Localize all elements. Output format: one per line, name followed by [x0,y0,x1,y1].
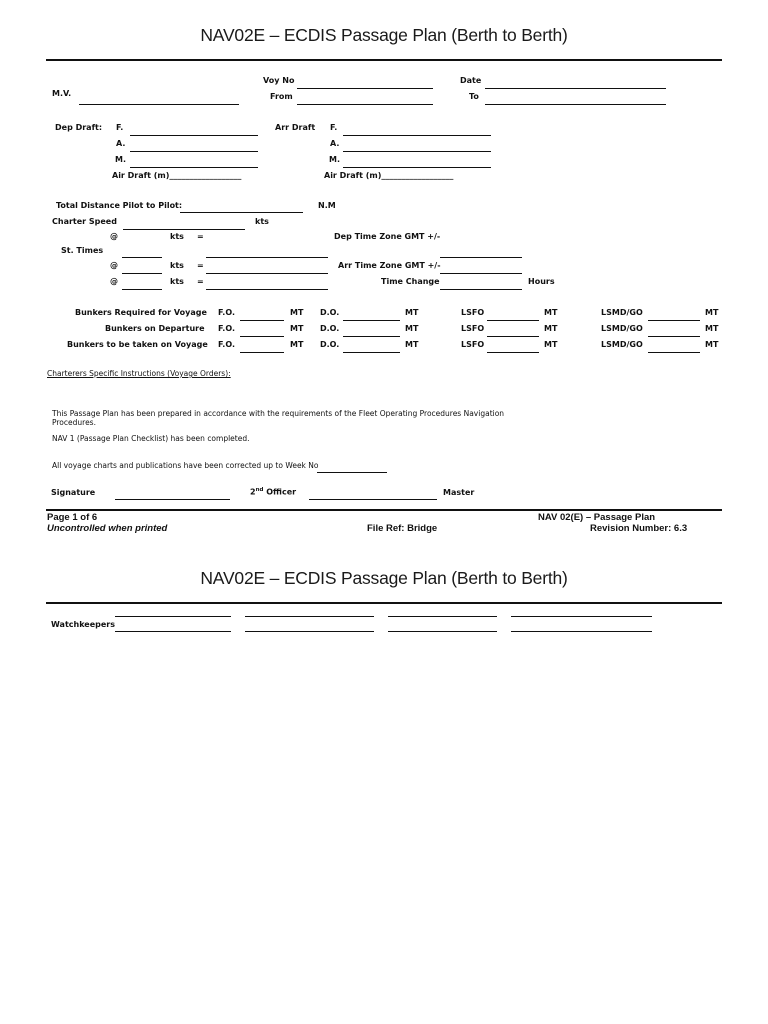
st-times-result-field-1[interactable] [206,257,328,258]
st-times-speed-field-2[interactable] [122,273,162,274]
document-ref: NAV 02(E) – Passage Plan [538,512,656,523]
time-change-field[interactable] [440,289,522,290]
mv-label: M.V. [52,89,72,98]
bunkers-taken-label: Bunkers to be taken on Voyage [67,340,208,349]
total-distance-label: Total Distance Pilot to Pilot: [56,201,183,210]
arr-draft-a-field[interactable] [343,151,491,152]
arr-draft-a-label: A. [330,139,340,148]
from-label: From [270,92,293,101]
nm-unit: N.M [318,201,336,210]
voy-no-field[interactable] [297,88,433,89]
prepared-statement-cont: Procedures. [52,418,96,427]
dep-draft-m-label: M. [115,155,126,164]
fo-label: F.O. [218,324,235,333]
bunkers-taken-fo-field[interactable] [240,352,284,353]
total-distance-field[interactable] [180,212,303,213]
mt-unit: MT [290,340,304,349]
st-times-speed-field-1[interactable] [122,257,162,258]
mt-unit: MT [705,324,719,333]
bunkers-departure-do-field[interactable] [343,336,400,337]
mt-unit: MT [290,324,304,333]
charts-corrected-statement: All voyage charts and publications have been corrected up to Week No [52,461,319,470]
to-field[interactable] [485,104,666,105]
mt-unit: MT [544,308,558,317]
st-times-result-field-2[interactable] [206,273,328,274]
charter-speed-field[interactable] [123,229,245,230]
bunkers-required-do-field[interactable] [343,320,400,321]
lsmd-label: LSMD/GO [601,324,643,333]
charterers-instructions-heading: Charterers Specific Instructions (Voyage Orders): [47,369,231,378]
bunkers-taken-lsmd-field[interactable] [648,352,700,353]
bunkers-departure-lsmd-field[interactable] [648,336,700,337]
arr-draft-m-field[interactable] [343,167,491,168]
revision-number: Revision Number: 6.3 [590,523,688,534]
mt-unit: MT [405,308,419,317]
dep-draft-a-label: A. [116,139,126,148]
dep-draft-f-label: F. [116,123,124,132]
bunkers-required-lsmd-field[interactable] [648,320,700,321]
lsmd-label: LSMD/GO [601,308,643,317]
bunkers-departure-label: Bunkers on Departure [105,324,205,333]
page-title: NAV02E – ECDIS Passage Plan (Berth to Berth) [200,25,568,45]
bunkers-departure-fo-field[interactable] [240,336,284,337]
watchkeepers-label: Watchkeepers [51,620,116,629]
arr-air-draft-field[interactable]: Air Draft (m)__________________ [324,171,454,180]
bunkers-departure-lsfo-field[interactable] [487,336,539,337]
at-symbol: @ [110,261,118,270]
kts-unit: kts [170,261,184,270]
dep-air-draft-field[interactable]: Air Draft (m)__________________ [112,171,242,180]
arr-draft-f-field[interactable] [343,135,491,136]
hours-unit: Hours [528,277,555,286]
equals-sign: = [197,261,204,270]
mt-unit: MT [405,340,419,349]
second-officer-label: 2nd Officer [250,487,297,497]
bunkers-required-label: Bunkers Required for Voyage [75,308,207,317]
mt-unit: MT [405,324,419,333]
watchkeeper-field-2a[interactable] [245,616,374,617]
charter-speed-unit: kts [255,217,269,226]
fo-label: F.O. [218,308,235,317]
arr-time-zone-field[interactable] [440,273,522,274]
nav1-statement: NAV 1 (Passage Plan Checklist) has been completed. [52,434,250,443]
watchkeeper-field-1a[interactable] [115,616,231,617]
st-times-label: St. Times [61,246,104,255]
charter-speed-label: Charter Speed [52,217,117,226]
do-label: D.O. [320,308,340,317]
prepared-statement: This Passage Plan has been prepared in accordance with the requirements of the Fleet Operating Procedures Navigation [52,409,505,418]
dep-draft-f-field[interactable] [130,135,258,136]
lsfo-label: LSFO [461,308,485,317]
page-number: Page 1 of 6 [47,512,98,523]
dep-draft-label: Dep Draft: [55,123,103,132]
kts-unit: kts [170,232,184,241]
watchkeeper-field-3a[interactable] [388,616,497,617]
arr-draft-m-label: M. [329,155,340,164]
dep-time-zone-label: Dep Time Zone GMT +/- [334,232,441,241]
voy-no-label: Voy No [263,76,295,85]
mt-unit: MT [705,308,719,317]
fo-label: F.O. [218,340,235,349]
arr-draft-f-label: F. [330,123,338,132]
mv-field[interactable] [79,104,239,105]
bunkers-taken-lsfo-field[interactable] [487,352,539,353]
lsfo-label: LSFO [461,340,485,349]
bunkers-required-fo-field[interactable] [240,320,284,321]
signature-field[interactable] [115,499,230,500]
do-label: D.O. [320,340,340,349]
footer-divider [46,509,722,511]
from-field[interactable] [297,104,433,105]
at-symbol: @ [110,232,118,241]
bunkers-required-lsfo-field[interactable] [487,320,539,321]
date-field[interactable] [485,88,666,89]
bunkers-taken-do-field[interactable] [343,352,400,353]
lsmd-label: LSMD/GO [601,340,643,349]
dep-draft-m-field[interactable] [130,167,258,168]
page2-title: NAV02E – ECDIS Passage Plan (Berth to Berth) [200,568,568,588]
arr-time-zone-label: Arr Time Zone GMT +/- [338,261,441,270]
arr-draft-label: Arr Draft [275,123,316,132]
watchkeeper-field-4a[interactable] [511,616,652,617]
equals-sign: = [197,277,204,286]
mt-unit: MT [544,340,558,349]
kts-unit: kts [170,277,184,286]
mt-unit: MT [544,324,558,333]
dep-draft-a-field[interactable] [130,151,258,152]
at-symbol: @ [110,277,118,286]
watchkeeper-field-4b[interactable] [511,631,652,632]
second-officer-field[interactable] [309,499,437,500]
do-label: D.O. [320,324,340,333]
to-label: To [469,92,479,101]
lsfo-label: LSFO [461,324,485,333]
uncontrolled-notice: Uncontrolled when printed [47,523,168,534]
watchkeeper-field-2b[interactable] [245,631,374,632]
mt-unit: MT [705,340,719,349]
mt-unit: MT [290,308,304,317]
week-no-field[interactable] [317,472,387,473]
st-times-result-field-3[interactable] [206,289,328,290]
watchkeeper-field-1b[interactable] [115,631,231,632]
watchkeeper-field-3b[interactable] [388,631,497,632]
signature-label: Signature [51,488,96,497]
date-label: Date [460,76,482,85]
dep-time-zone-field[interactable] [440,257,522,258]
master-label: Master [443,488,475,497]
title-divider [46,59,722,61]
time-change-label: Time Change [381,277,440,286]
equals-sign: = [197,232,204,241]
page2-title-divider [46,602,722,604]
st-times-speed-field-3[interactable] [122,289,162,290]
file-ref: File Ref: Bridge [367,523,438,534]
